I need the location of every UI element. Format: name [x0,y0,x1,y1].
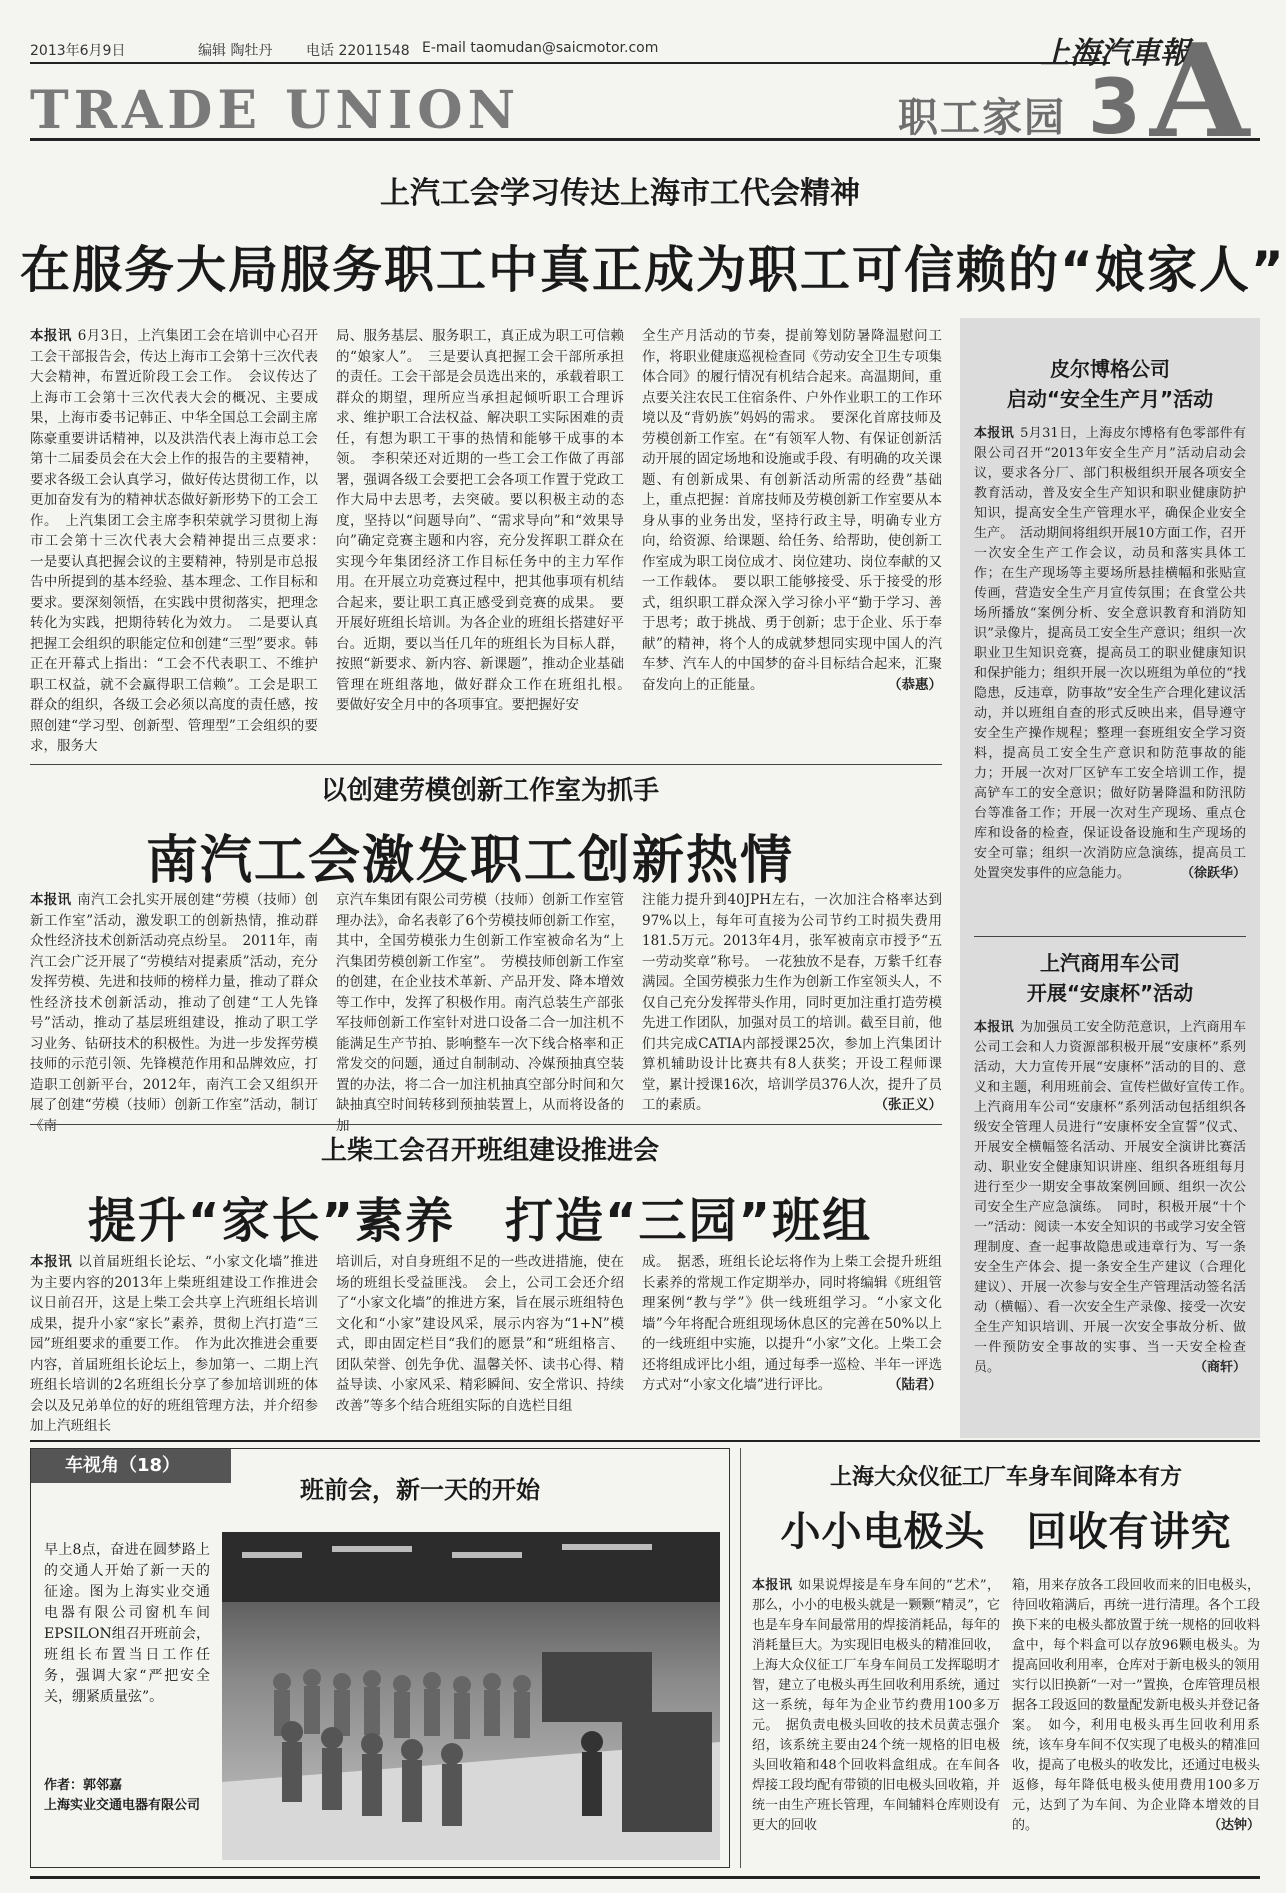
sidebar-panel [960,318,1260,1438]
article2-column-2 [336,890,624,1134]
photo-credit-org: 上海实业交通电器有限公司 [44,1798,201,1813]
sidebar1-author: （徐跃华） [1180,866,1246,881]
article1-kicker: 上汽工会学习传达上海市工代会精神 [380,176,860,211]
sidebar2-title-line1: 上汽商用车公司 [1040,951,1180,975]
sidebar2-text: 为加强员工安全防范意识，上汽商用车公司工会和人力资源部积极开展“安康杯”系列活动，大力宣传开展“安康杯”活动的目的、意义和主题，利用班前会、宣传栏做好宣传工作。 上汽商用车公司“安康杯”系列活动包括组织各级安全管理人员进行“安康杯安全宣誓”仪式、开展安全横幅签名活动、开展安全演讲比赛活动、职业安全健康知识讲座、组织各班组每月进行至少一期安全事故案例回顾、组织一次公司安全生产应急演练。 同时，积极开展“十个一”活动：阅读一本安全知识的书或学习安全管理制度、查一起事故隐患或违章行为、写一条安全生产体会、提一条安全生产建议（合理化建议）、开展一次参与安全生产管理活动签名活动（横幅）、看一次安全生产录像、接受一次安全生产知识培训、开展一次安全事故分析、做一件预防安全事故的实事、当一天安全检查员。 [974,1020,1260,1375]
sidebar1-title-line2: 启动“安全生产月”活动 [1006,387,1214,411]
article2-column-1 [30,890,318,1134]
editor-name: 编辑 陶牡丹 [198,43,273,59]
sidebar1-body [974,424,1246,924]
article2-author: （张正义） [874,1097,942,1113]
photo-caption: 早上8点，奋进在圆梦路上的交通人开始了新一天的征途。图为上海实业交通电器有限公司窗机车间EPSILON组召开班前会，班组长布置当日工作任务，强调大家“严把安全关，绷紧质量弦”。 [44,1542,210,1705]
article1-text-2: 局、服务基层、服务职工，真正成为职工可信赖的“娘家人”。 三是要认真把握工会干部所承担的责任。工会干部是会员选出来的，承载着职工群众的期望，理所应当承担起倾听职工合理诉求、维护职工合法权益、解决职工实际困难的责任，有想为职工干事的热情和能够干成事的本领。 李积荣还对近期的一些工会工作做了再部署，强调各级工会要把工会各项工作置于党政工作大局中去思考，去突破。要以积极主动的态度，坚持以“问题导向”、“需求导向”和“效果导向”确定竞赛主题和内容，充分发挥职工群众在实现今年集团经济工作目标任务中的主力军作用。在开展立功竞赛过程中，把其他事项有机结合起来，要让职工真正感受到竞赛的成果。 要开展好班组长培训。为各企业的班组长搭建好平台。近期，要以当任几年的班组长为目标人群，按照“新要求、新内容、新课题”，推动企业基础管理在班组落地，做好群众工作在班组扎根。 要做好安全月中的各项事宜。要把握好安 [336,328,638,713]
article3-author: （陆君） [888,1377,942,1393]
article3-column-1 [30,1252,318,1436]
article1-lead: 本报讯 [30,328,72,344]
article3-kicker: 上柴工会召开班组建设推进会 [320,1136,659,1166]
article4-text-1: 如果说焊接是车身车间的“艺术”，那么，小小的电极头就是一颗颗“精灵”，它也是车身车间最常用的焊接消耗品，每年的消耗量巨大。为实现旧电极头的精准回收，上海大众仪征工厂车身车间员工发挥聪明才智，建立了电极头再生回收利用系统，通过这一系统，每年为企业节约费用100多万元。 据负责电极头回收的技术员黄志强介绍，该系统主要由24个统一规格的旧电极头回收箱和48个回收料盒组成。在车间各焊接工段均配有带锁的旧电极头回收箱，并统一由生产班长管理，车间辅料仓库则设有更大的回收 [752,1578,1000,1833]
photo-feature-title: 班前会，新一天的开始 [300,1476,540,1504]
issue-date: 2013年6月9日 [30,43,126,59]
sidebar2-title-line2: 开展“安康杯”活动 [1026,981,1194,1005]
photo-feature-tag: 车视角（18） [31,1449,231,1483]
article2-text-3: 注能力提升到40JPH左右，一次加注合格率达到97%以上，每年可直接为公司节约工时损失费用181.5万元。2013年4月，张军被南京市授予“五一劳动奖章”称号。 一花独放不是春，万紫千红春满园。全国劳模张力生作为创新工作室领头人，不仅自己充分发挥带头作用，同时更加注重打造劳模先进工作团队，加强对员工的培训。截至目前，他们共完成CATIA内部授课25次，参加上汽集团计算机辅助设计比赛共有8人获奖；开设工程师课堂，累计授课16次，培训学员376人次，提升了员工的素质。 [642,892,942,1113]
sidebar2-body [974,1018,1260,1430]
article3-column-3 [642,1252,942,1436]
article2-text-2: 京汽车集团有限公司劳模（技师）创新工作室管理办法》，命名表彰了6个劳模技师创新工作室，其中，全国劳模张力生创新工作室被命名为“上汽集团劳模创新工作室”。 劳模技师创新工作室的创建，在企业技术革新、产品开发、降本增效等工作中，发挥了积极作用。南汽总装生产部张军技师创新工作室针对进口设备二合一加注机不能满足生产节拍、影响整车一次下线合格率和正常发交的问题，通过自制制动、冷媒预抽真空装置的办法，将二合一加注机抽真空部分时间和欠缺抽真空时间转移到预抽装置上，从而将设备的加 [336,892,624,1134]
article4-headline: 小小电极头 回收有讲究 [780,1509,1232,1555]
editor-phone: 电话 22011548 [306,43,410,59]
article3-text-3: 成。 据悉，班组长论坛将作为上柴工会提升班组长素养的常规工作定期举办，同时将编辑《班组管理案例“教与学”》供一线班组学习。“小家文化墙”今年将配合班组现场休息区的完善在50%以上的一线班组中实施，以提升“小家”文化。上柴工会还将组成评比小组，通过每季一巡检、半年一评选方式对“小家文化墙”进行评比。 [642,1254,942,1393]
workshop-meeting-photo [222,1532,720,1860]
article3-headline: 提升“家长”素养 打造“三园”班组 [87,1193,873,1249]
article1-column-1 [30,326,332,756]
article4-lead: 本报讯 [752,1578,793,1593]
sidebar1-title-line1: 皮尔博格公司 [1050,357,1170,381]
article4-author: （达钟） [1207,1818,1260,1833]
article1-column-2 [336,326,638,756]
sidebar1-lead: 本报讯 [974,426,1015,441]
article1-text-3: 全生产月活动的节奏，提前筹划防暑降温慰问工作，将职业健康巡视检查同《劳动安全卫生专项集体合同》的履行情况有机结合起来。高温期间，重点要关注农民工住宿条件、户外作业职工的工作环境以及“背奶族”妈妈的需求。 要深化首席技师及劳模创新工作室。在“有领军人物、有保证创新活动开展的固定场地和设施或手段、有明确的攻关课题、有创新成果、有创新活动所需的经费”基础上，重点把握：首席技师及劳模创新工作室要从本身从事的业务出发，坚持行政主导，明确专业方向，给资源、给课题、给任务、给帮助，使创新工作室成为职工岗位成才、岗位建功、岗位奉献的又一工作载体。 要以职工能够接受、乐于接受的形式，组织职工群众深入学习徐小平“勤于学习、善于思考；敢于挑战、勇于创新；忠于企业、乐于奉献”的精神，将个人的成就梦想同实现中国人的汽车梦、汽车人的中国梦的奋斗目标结合起来，汇聚奋发向上的正能量。 [642,328,942,693]
article4-column-1 [752,1576,1000,1868]
article3-text-1: 以首届班组长论坛、“小家文化墙”推进为主要内容的2013年上柴班组建设工作推进会议日前召开，这是上柴工会共享上汽班组长培训成果，提升小家“家长”素养，贯彻上汽打造“三园”班组要求的重要工作。 作为此次推进会重要内容，首届班组长论坛上，参加第一、二期上汽班组长培训的2名班组长分享了参加培训班的体会以及兄弟单位的好的班组管理方法，并介绍参加上汽班组长 [30,1254,319,1434]
article3-text-2: 培训后，对自身班组不足的一些改进措施，使在场的班组长受益匪浅。 会上，公司工会还介绍了“小家文化墙”的推进方案，旨在展示班组特色文化和“小家”建设风采，展示内容为“1+N”模式，即由固定栏目“我们的愿景”和“班组格言、团队荣誉、创先争优、温馨关怀、读书心得、精益导读、小家风采、精彩瞬间、安全常识、持续改善”等多个结合班组实际的自选栏目组 [336,1254,624,1414]
section-title-en: TRADE UNION [30,80,521,141]
article2-lead: 本报讯 [30,892,72,908]
photo-credit-author: 作者：郭邻嘉 [44,1778,123,1793]
article1-author: （恭惠） [888,676,942,693]
article2-headline: 南汽工会激发职工创新热情 [145,831,794,891]
sidebar2-author: （商轩） [1193,1360,1246,1375]
article4-column-2 [1012,1576,1260,1868]
newspaper-logo: 上海汽車報 [1040,36,1190,71]
page-letter: A [1150,17,1250,167]
editor-email: E-mail taomudan@saicmotor.com [422,40,659,56]
article4-text-2: 箱，用来存放各工段回收而来的旧电极头，待回收箱满后，再统一进行清理。各个工段换下来的电极头都放置于统一规格的回收料盒中，每个料盒可以存放96颗电极头。为提高回收利用率，仓库对于新电极头的领用实行以旧换新“一对一”置换，仓库管理员根据各工段返回的数量配发新电极头并登记备案。 如今，利用电极头再生回收利用系统，该车身车间不仅实现了电极头的精准回收，提高了电极头的收发比，还通过电极头返修，每年降低电极头使用费用100多万元，达到了为车间、为企业降本增效的目的。 [1012,1578,1260,1833]
article2-kicker: 以创建劳模创新工作室为抓手 [320,776,659,806]
page-number: 3 [1088,62,1141,151]
article4-kicker: 上海大众仪征工厂车身车间降本有方 [829,1464,1182,1490]
photo-credit [44,1776,214,1816]
sidebar2-lead: 本报讯 [974,1020,1014,1035]
article1-text-1: 6月3日，上汽集团工会在培训中心召开工会干部报告会，传达上海市工会第十三次代表大会精神，布置近阶段工会工作。 会议传达了上海市工会第十三次代表大会的概况、主要成果，上海市委书记韩正、中华全国总工会副主席陈豪重要讲话精神，以及洪浩代表上海市总工会第十二届委员会在大会上作的报告的主要精神，要求各级工会认真学习，做好传达贯彻工作，以更加奋发有为的精神状态做好新形势下的工会工作。 上汽集团工会主席李积荣就学习贯彻上海市工会第十三次代表大会精神提出三点要求： 一是要认真把握会议的主要精神，特别是市总报告中所提到的基本经验、基本理念、工作目标和要求。要深刻领悟，在实践中贯彻落实，把理念转化为实践，把期待转化为效力。 二是要认真把握工会组织的职能定位和创建“三型”要求。韩正在开幕式上指出：“工会不代表职工、不维护职工权益，就不会赢得职工信赖”。工会是职工群众的组织，各级工会必须以高度的责任感，按照创建“学习型、创新型、管理型”工会组织的要求，服务大 [30,328,332,754]
article2-text-1: 南汽工会扎实开展创建“劳模（技师）创新工作室”活动，激发职工的创新热情，推动群众性经济技术创新活动亮点纷呈。 2011年，南汽工会广泛开展了“劳模结对提素质”活动，充分发挥劳模、先进和技师的榜样力量，推动了群众性经济技术创新活动，推动了创建“工人先锋号”活动，推动了基层班组建设，推动了职工学习业务、钻研技术的积极性。为进一步发挥劳模技师的示范引领、先锋模范作用和品牌效应，打造职工创新平台，2012年，南汽工会又组织开展了创建“劳模（技师）创新工作室”活动，制订《南 [30,892,318,1134]
section-title-cn: 职工家园 [898,94,1066,141]
article1-column-3 [642,326,942,756]
sidebar1-text: 5月31日，上海皮尔博格有色零部件有限公司召开“2013年安全生产月”活动启动会议，要求各分厂、部门积极组织开展各项安全教育活动，普及安全生产知识和职业健康防护知识，提高安全生产管理水平，确保企业安全生产。 活动期间将组织开展10方面工作，召开一次安全生产工作会议，动员和落实具体工作；在生产现场等主要场所悬挂横幅和张贴宣传画，营造安全生产月宣传氛围；在食堂公共场所播放“案例分析、安全意识教育和消防知识”录像片，提高员工安全生产意识；组织一次职业卫生知识竞赛，提高员工的职业健康知识和保护能力；组织开展一次以班组为单位的“找隐患，反违章，防事故”安全生产合理化建议活动，并以班组自查的形式反映出来，倡导遵守安全生产操作规程；整理一套班组安全学习资料，提高员工安全生产意识和防范事故的能力；开展一次对厂区铲车工安全培训工作，提高铲车工的安全意识；做好防暑降温和防汛防台等准备工作；开展一次对生产现场、重点仓库和设备的检查，保证设备设施和生产现场的安全可靠；组织一次消防应急演练，提高员工处置突发事件的应急能力。 [974,426,1246,881]
article1-headline: 在服务大局服务职工中真正成为职工可信赖的“娘家人” [20,241,1286,299]
article2-column-3 [642,890,942,1116]
article3-column-2 [336,1252,624,1436]
article3-lead: 本报讯 [30,1254,73,1270]
